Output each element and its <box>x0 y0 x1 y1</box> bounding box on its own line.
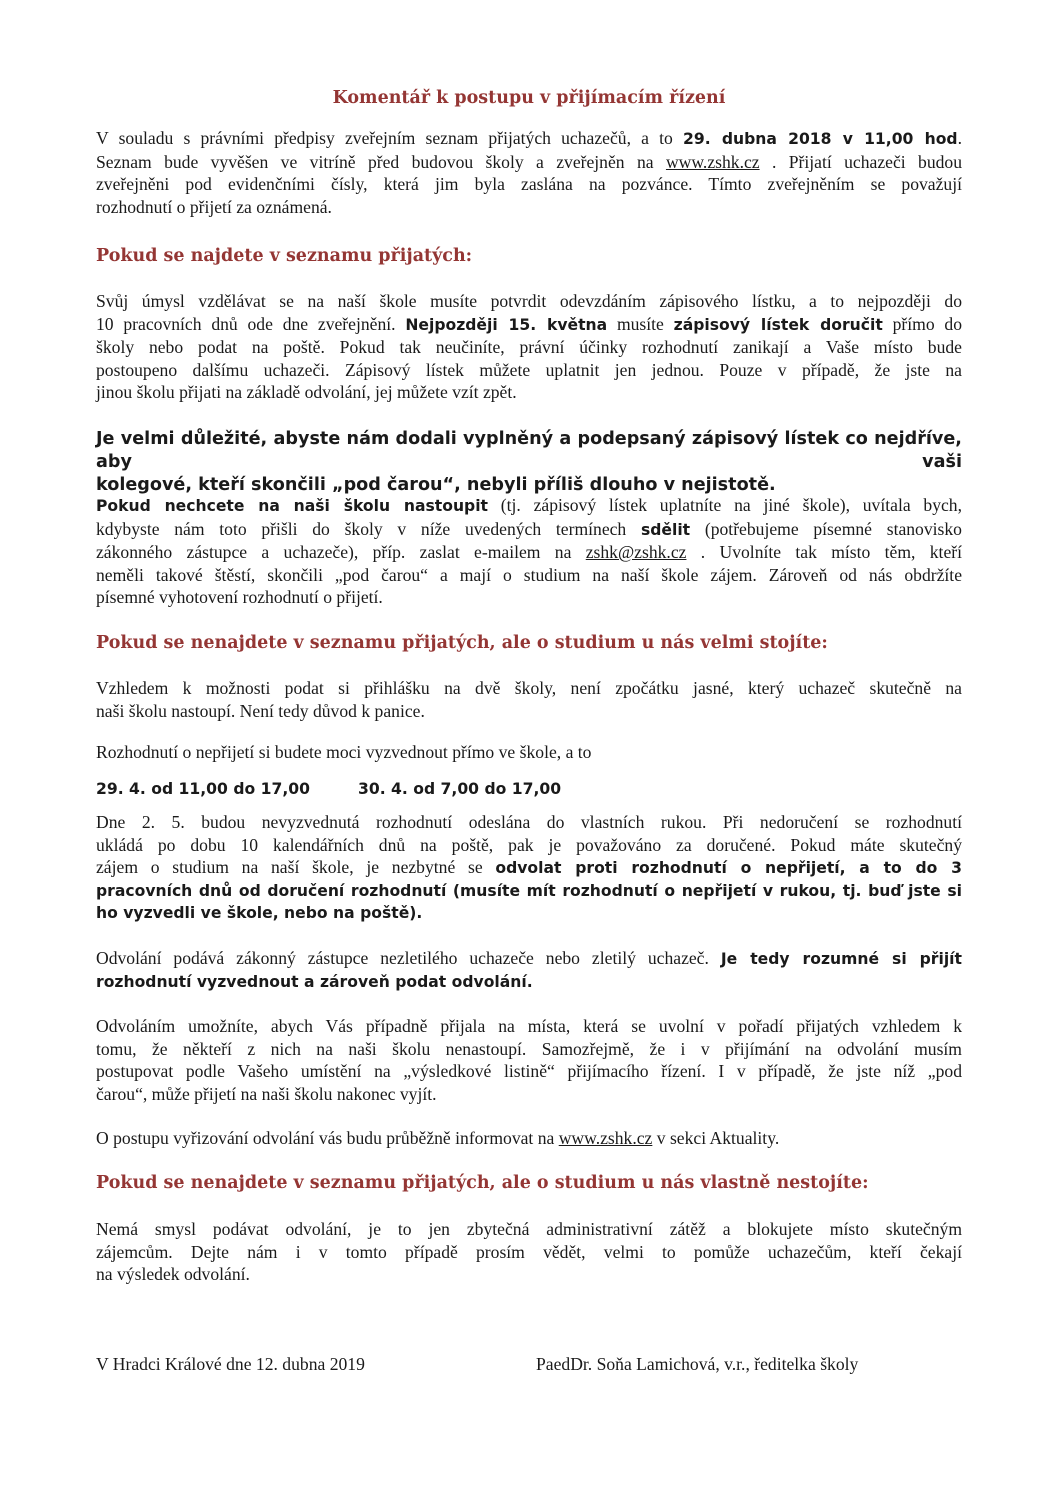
intro-paragraph: V souladu s právními předpisy zveřejním seznam přijatých uchazečů, a to 29. dubna 2018 v 11,00 hod. Seznam bude vyvěšen ve vitríně před budovou školy a zveřejněn na www.zshk.cz . Přijatí uchazeči budou zveřejněni pod evidenčními čísly, která jim byla zaslána na pozvánce. Tímto zveřejněním se považují rozhodnutí o přijetí za oznámená. <box>96 128 963 217</box>
section-heading-not-accepted-not-interested: Pokud se nenajdete v seznamu přijatých, ale o studium u nás vlastně nestojíte: <box>96 1173 869 1193</box>
pickup-date-1: 29. 4. od 11,00 do 17,00 <box>96 780 310 798</box>
pickup-paragraph: Rozhodnutí o nepřijetí si budete moci vyzvednout přímo ve škole, a to <box>96 742 592 762</box>
publish-date: 29. dubna 2018 v 11,00 hod <box>683 130 958 148</box>
accepted-paragraph: Svůj úmysl vzdělávat se na naší škole musíte potvrdit odevzdáním zápisového lístku, a to nejpozději do 10 pracovních dnů ode dne zveřejnění. Nejpozději 15. května musíte zápisový lístek doručit přímo do školy nebo podat na poště. Pokud tak neučiníte, právní účinky rozhodnutí zanikají a Vaše místo bude postoupeno dalšímu uchazeči. Zápisový lístek můžete uplatnit jen jednou. Pouze v případě, že jste na jinou školu přijati na základě odvolání, jej můžete vzít zpět. <box>96 291 963 403</box>
no-appeal-paragraph: Nemá smysl podávat odvolání, je to jen zbytečná administrativní zátěž a blokujete místo skutečným zájemcům. Dejte nám i v tomto případě prosím vědět, velmi to pomůže uchazečům, kteří čekají na výsledek odvolání. <box>96 1219 962 1285</box>
section-heading-not-accepted-interested: Pokud se nenajdete v seznamu přijatých, ale o studium u nás velmi stojíte: <box>96 633 828 653</box>
important-paragraph: Je velmi důležité, abyste nám dodali vyplněný a podepsaný zápisový lístek co nejdříve, aby vaši kolegové, kteří skončili „pod čarou“, nebyli příliš dlouho v nejistotě. <box>96 429 962 495</box>
email-link[interactable]: zshk@zshk.cz <box>585 542 687 563</box>
pickup-date-2: 30. 4. od 7,00 do 17,00 <box>358 780 562 798</box>
pickup-dates <box>96 778 962 800</box>
website-link[interactable]: www.zshk.cz <box>665 151 760 172</box>
signature: PaedDr. Soňa Lamichová, v.r., ředitelka školy <box>536 1354 859 1374</box>
section-heading-accepted: Pokud se najdete v seznamu přijatých: <box>96 246 473 266</box>
panic-paragraph: Vzhledem k možnosti podat si přihlášku na dvě školy, není zpočátku jasné, který uchazeč skutečně na naši školu nastoupí. Není tedy důvod k panice. <box>96 678 962 721</box>
decline-paragraph: Pokud nechcete na naši školu nastoupit (tj. zápisový lístek uplatníte na jiné škole), uvítala bych, kdybyste nám toto přišli do školy v níže uvedených termínech sdělit (potřebujeme písemné stanovisko zákonného zástupce a uchazeče), příp. zaslat e-mailem na zshk@zshk.cz . Uvolníte tak místo těm, kteří neměli takové štěstí, skončili „pod čarou“ a mají o studium na naší škole zájem. Zároveň od nás obdržíte písemné vyhotovení rozhodnutí o přijetí. <box>96 495 963 608</box>
info-paragraph: O postupu vyřizování odvolání vás budu průběžně informovat na www.zshk.cz v sekci Aktuality. <box>96 1128 780 1148</box>
document-title: Komentář k postupu v přijímacím řízení <box>332 88 726 108</box>
document-footer <box>96 1353 962 1375</box>
website-link-2[interactable]: www.zshk.cz <box>558 1128 653 1148</box>
place-and-date: V Hradci Králové dne 12. dubna 2019 <box>96 1354 365 1374</box>
appeal-order-paragraph: Odvoláním umožníte, abych Vás případně přijala na místa, která se uvolní v pořadí přijatých vzhledem k tomu, že někteří z nich na naši školu nenastoupí. Samozřejmě, že i v přijímání na odvolání musím postupovat podle Vašeho umístění na „výsledkové listině“ přijímacího řízení. I v případě, že jste níž „pod čarou“, může přijetí na naši školu nakonec vyjít. <box>96 1016 962 1104</box>
appeal-paragraph: Dne 2. 5. budou nevyzvednutá rozhodnutí odeslána do vlastních rukou. Při nedoručení se rozhodnutí ukládá po dobu 10 kalendářních dnů na poště, pak je považováno za doručené. Pokud máte skutečný zájem o studium na naší škole, je nezbytné se odvolat proti rozhodnutí o nepřijetí, a to do 3 pracovních dnů od doručení rozhodnutí (musíte mít rozhodnutí o nepřijetí v rukou, tj. buď jste si ho vyzvedli ve škole, nebo na poště). <box>96 812 963 923</box>
appeal-who-paragraph: Odvolání podává zákonný zástupce nezletilého uchazeče nebo zletilý uchazeč. Je tedy rozumné si přijít rozhodnutí vyzvednout a zároveň podat odvolání. <box>96 948 962 991</box>
